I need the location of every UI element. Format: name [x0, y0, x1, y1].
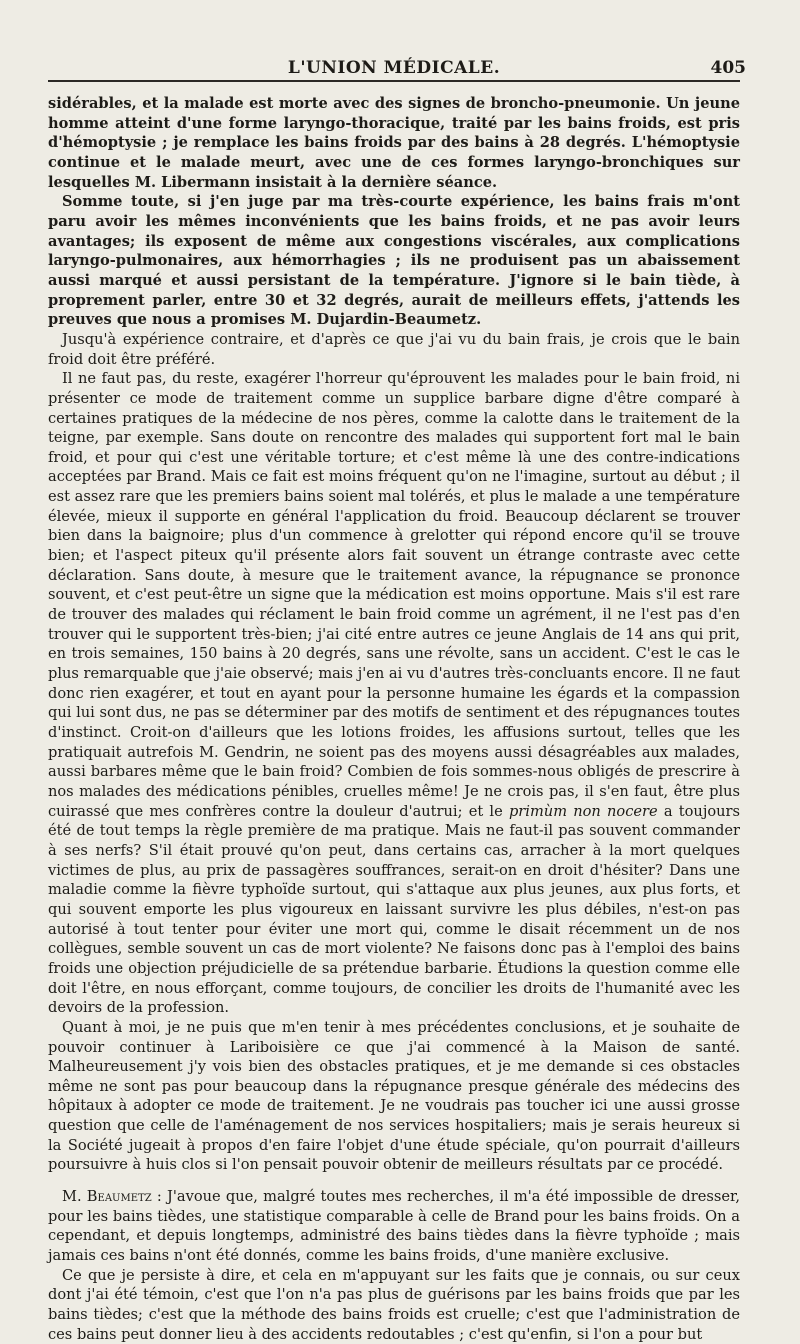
paragraph-1: sidérables, et la malade est morte avec des signes de broncho-pneumonie. Un jeune homme atteint d'une forme laryngo-thoracique, traité par les bains froids, est pris d'hémoptysie ; je remplace les bains froids par des bains à 28 degrés. L'hémoptysie continue et le malade meurt, avec une de ces formes laryngo-bronchiques sur lesquelles M. Libermann insistait à la dernière séance. — [48, 95, 740, 191]
paragraph-7: Ce que je persiste à dire, et cela en m'appuyant sur les faits que je connais, ou sur ceux dont j'ai été témoin, c'est que l'on n'a pas plus de guérisons par les bains froids que par les bains tièdes; c'est que la méthode des bains froids est cruelle; c'est que l'administration de ces bains peut donner lieu à des accidents redoutables ; c'est qu'enfin, si l'on a pour but — [48, 1266, 740, 1343]
paragraph-6 — [48, 1187, 740, 1266]
section-gap — [48, 1175, 740, 1187]
page-header — [48, 0, 746, 80]
paragraph-5: Quant à moi, je ne puis que m'en tenir à mes précédentes conclusions, et je souhaite de pouvoir continuer à Lariboisière ce que j'ai commencé à la Maison de santé. Malheureusement j'y vois bien des obstacles pratiques, et je me demande si ces obstacles même ne sont pas pour beaucoup dans la répugnance presque générale des médecins des hôpitaux à adopter ce mode de traitement. Je ne voudrais pas toucher ici une aussi grosse question que celle de l'aménagement de nos services hospitaliers; mais je serais heureux si la Société jugeait à propos d'en faire l'objet d'une étude spéciale, qu'on pourrait d'ailleurs poursuivre à huis clos si l'on pensait pouvoir obtenir de meilleurs résultats par ce procédé. — [48, 1018, 740, 1174]
paragraph-4-part-1: Il ne faut pas, du reste, exagérer l'horreur qu'éprouvent les malades pour le bain froid, ni présenter ce mode de traitement comme un supplice barbare digne d'être comparé à certaines pratiques de la médecine de nos pères, comme la calotte dans le traitement de la teigne, par exemple. Sans doute on rencontre des malades qui supportent fort mal le bain froid, et pour qui c'est une véritable torture; et c'est même là une des contre-indications acceptées par Brand. Mais ce fait est moins fréquent qu'on ne l'imagine, surtout au début ; il est assez rare que les premiers bains soient mal tolérés, et plus le malade a une température élevée, mieux il supporte en général l'application du froid. Beaucoup déclarent se trouver bien dans la baignoire; plus d'un commence à grelotter qui répond encore qu'il se trouve bien; et l'aspect piteux qu'il présente alors fait souvent un étrange contraste avec cette déclaration. Sans doute, à mesure que le traitement avance, la répugnance se prononce souvent, et c'est peut-être un signe que la médication est moins opportune. Mais s'il est rare de trouver des malades qui réclament le bain froid comme un agrément, il ne l'est pas d'en trouver qui le supportent très-bien; j'ai cité entre autres ce jeune Anglais de 14 ans qui prit, en trois semaines, 150 bains à 20 degrés, sans une révolte, sans un accident. C'est le cas le plus remarquable que j'aie observé; mais j'en ai vu d'autres très-concluants encore. Il ne faut donc rien exagérer, et tout en ayant pour la personne humaine les égards et la compassion qui lui sont dus, ne pas se déterminer par des motifs de sentiment et des répugnances toutes d'instinct. Croit-on d'ailleurs que les lotions froides, les affusions surtout, telles que les pratiquait autrefois M. Gendrin, ne soient pas des moyens aussi désagréables aux malades, aussi barbares même que le bain froid? Combien de fois sommes-nous obligés de prescrire à nos malades des médications pénibles, cruelles même! Je ne crois pas, il s'en faut, être plus cuirassé que mes confrères contre la douleur d'autrui; et le — [48, 370, 740, 820]
header-rule — [48, 80, 740, 82]
page-number: 405 — [710, 58, 746, 78]
paragraph-4 — [48, 369, 740, 1018]
latin-maxim: primùm non nocere — [508, 802, 658, 820]
paragraph-3: Jusqu'à expérience contraire, et d'après ce que j'ai vu du bain frais, je crois que le bain froid doit être préféré. — [48, 330, 740, 368]
paragraph-6-text: : J'avoue que, malgré toutes mes recherches, il m'a été impossible de dresser, pour les bains tièdes, une statistique comparable à celle de Brand pour les bains froids. On a cependant, et depuis longtemps, administré des bains tièdes dans la fièvre typhoïde ; mais jamais ces bains n'ont été donnés, comme les bains froids, d'une manière exclusive. — [48, 1188, 741, 1265]
paragraph-2: Somme toute, si j'en juge par ma très-courte expérience, les bains frais m'ont paru avoir les mêmes inconvénients que les bains froids, et ne pas avoir leurs avantages; ils exposent de même aux congestions viscérales, aux complications laryngo-pulmonaires, aux hémorrhagies ; ils ne produisent pas un abaissement aussi marqué et aussi persistant de la température. J'ignore si le bain tiède, à proprement parler, entre 30 et 32 degrés, aurait de meilleurs effets, j'attends les preuves que nous a promises M. Dujardin-Beaumetz. — [48, 193, 740, 329]
speaker-name: M. Beaumetz — [62, 1188, 152, 1206]
paragraph-4-part-2: a toujours été de tout temps la règle première de ma pratique. Mais ne faut-il pas souvent commander à ses nerfs? S'il était prouvé qu'on peut, dans certains cas, arracher à la mort quelques victimes de plus, au prix de passagères souffrances, serait-on en droit d'hésiter? Dans une maladie comme la fièvre typhoïde surtout, qui s'attaque aux plus jeunes, aux plus forts, et qui souvent emporte les plus vigoureux en laissant survivre les plus débiles, n'est-on pas autorisé à tout tenter pour éviter une mort qui, comme le disait récemment un de nos collègues, semble souvent un cas de mort violente? Ne faisons donc pas à l'emploi des bains froids une objection préjudicielle de sa prétendue barbarie. Étudions la question comme elle doit l'être, en nous efforçant, comme toujours, de concilier les droits de l'humanité avec les devoirs de la profession. — [48, 802, 741, 1017]
article-body — [48, 94, 740, 1344]
running-title: L'UNION MÉDICALE. — [287, 58, 501, 78]
